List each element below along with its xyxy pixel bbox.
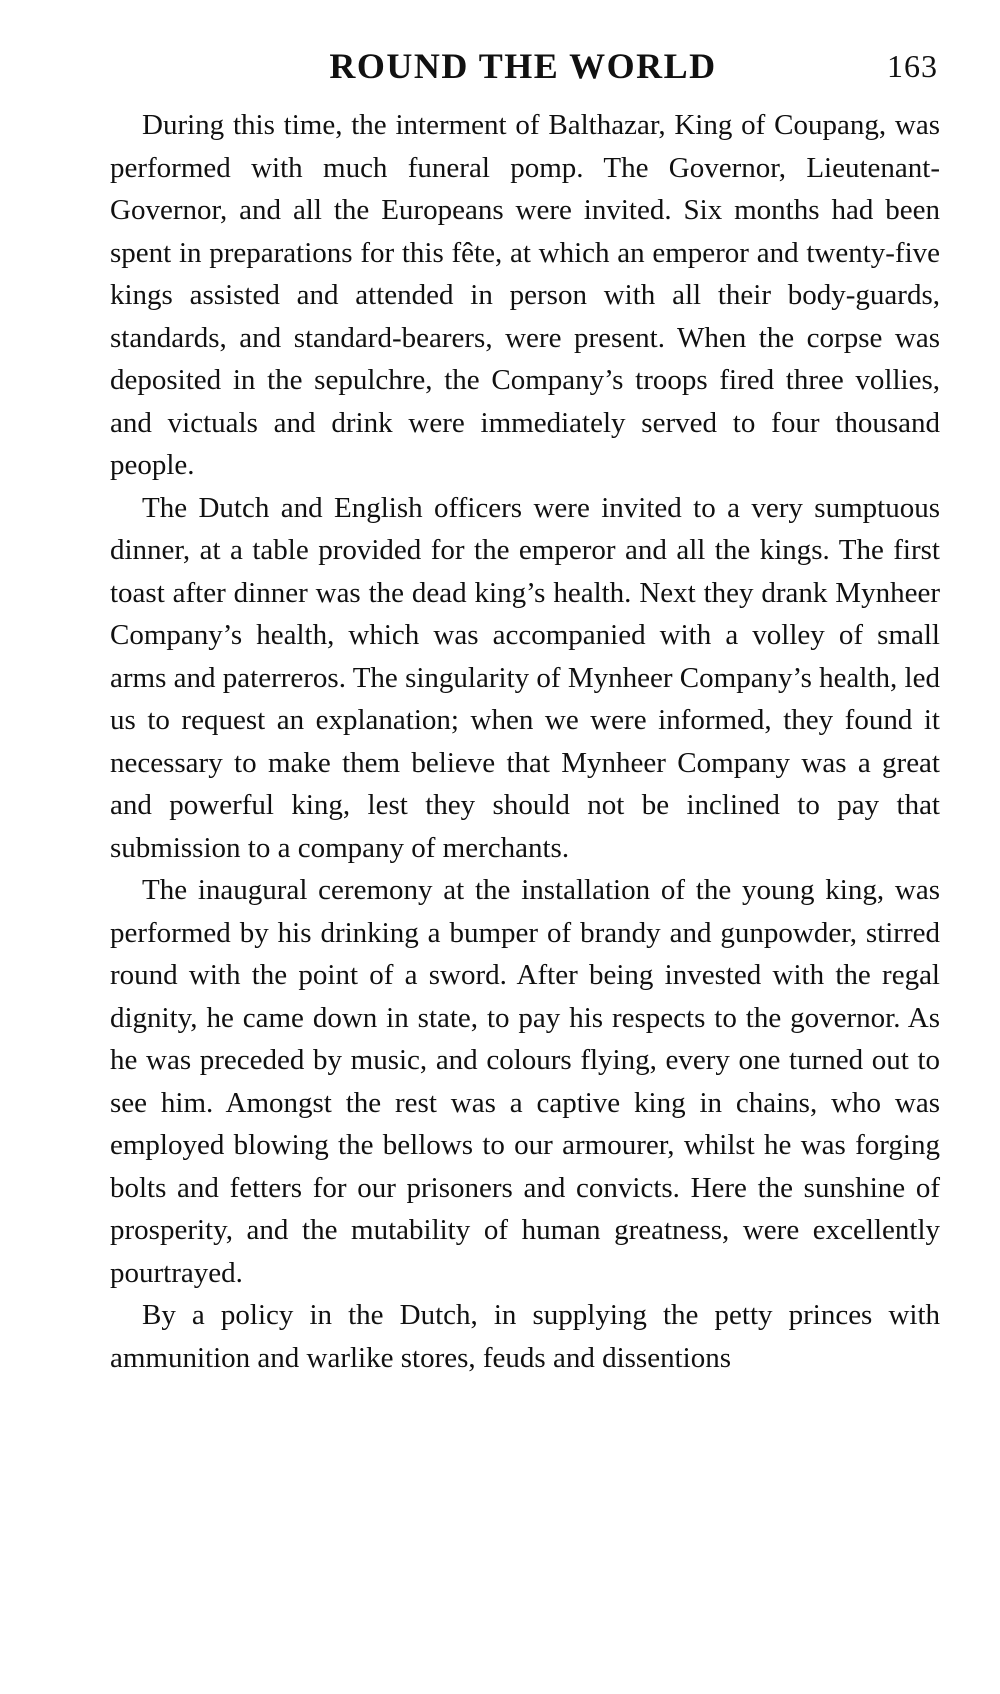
- page-number: 163: [887, 48, 938, 84]
- paragraph-dutch-policy: By a policy in the Dutch, in supplying the petty princes with ammunition and warlike stores, feuds and dissentions: [110, 1299, 940, 1374]
- paragraph-funeral: During this time, the interment of Balthazar, King of Coupang, was performed with much funeral pomp. The Governor, Lieutenant-Governor, and all the Europeans were invited. Six months had been spent in preparations for this fête, at which an emperor and twenty-five kings assisted and attended in person with all their body-guards, standards, and standard-bearers, were present. When the corpse was deposited in the sepulchre, the Company’s troops fired three vollies, and victuals and drink were immediately served to four thousand people.: [110, 109, 940, 481]
- running-head: [108, 42, 938, 90]
- body-text: [110, 104, 940, 1379]
- paragraph-dinner: The Dutch and English officers were invited to a very sumptuous dinner, at a table provided for the emperor and all the kings. The first toast after dinner was the dead king’s health. Next they drank Mynheer Company’s health, which was accompanied with a volley of small arms and paterreros. The singularity of Mynheer Company’s health, led us to request an explanation; when we were informed, they found it necessary to make them believe that Mynheer Company was a great and powerful king, lest they should not be inclined to pay that submission to a company of merchants.: [110, 491, 940, 864]
- paragraph-inauguration: The inaugural ceremony at the installation of the young king, was performed by his drinking a bumper of brandy and gunpowder, stirred round with the point of a sword. After being invested with the regal dignity, he came down in state, to pay his respects to the governor. As he was preceded by music, and colours flying, every one turned out to see him. Amongst the rest was a captive king in chains, who was employed blowing the bellows to our armourer, whilst he was forging bolts and fetters for our prisoners and convicts. Here the sunshine of prosperity, and the mutability of human greatness, were excellently pourtrayed.: [110, 874, 940, 1289]
- running-title: ROUND THE WORLD: [329, 46, 717, 86]
